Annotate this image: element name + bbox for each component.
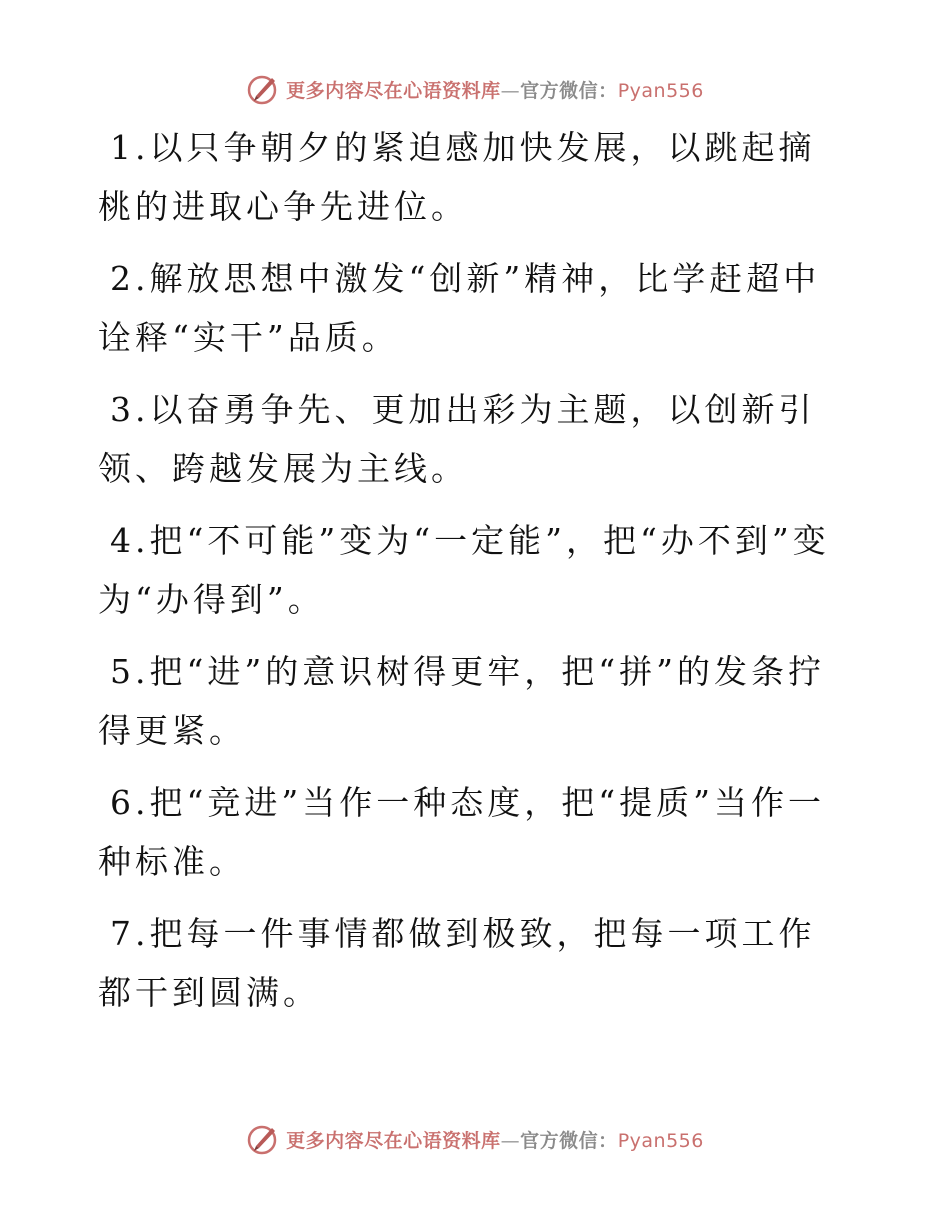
quill-pen-logo-icon — [246, 1122, 280, 1156]
banner-dash: — — [500, 79, 521, 102]
list-item: 3.以奋勇争先、更加出彩为主题，以创新引领、跨越发展为主线。 — [98, 390, 816, 488]
slogan-list — [98, 118, 838, 1035]
banner-wechat-id: Pyan556 — [617, 1129, 704, 1152]
banner-text — [286, 1126, 704, 1153]
banner-wechat-id: Pyan556 — [617, 79, 704, 102]
banner-wechat-label: 官方微信： — [520, 79, 618, 102]
list-item: 4.把“不可能”变为“一定能”，把“办不到”变为“办得到”。 — [98, 521, 830, 619]
quill-pen-logo-icon — [246, 72, 280, 106]
header-banner — [0, 72, 950, 106]
list-item: 2.解放思想中激发“创新”精神，比学赶超中诠释“实干”品质。 — [98, 259, 821, 357]
banner-text — [286, 76, 704, 103]
list-item: 7.把每一件事情都做到极致，把每一项工作都干到圆满。 — [98, 914, 816, 1012]
banner-site-text: 更多内容尽在心语资料库 — [286, 1129, 501, 1152]
list-item: 5.把“进”的意识树得更牢，把“拼”的发条拧得更紧。 — [98, 652, 825, 750]
list-item: 1.以只争朝夕的紧迫感加快发展，以跳起摘桃的进取心争先进位。 — [98, 128, 816, 226]
footer-banner — [0, 1122, 950, 1156]
banner-dash: — — [500, 1129, 521, 1152]
banner-site-text: 更多内容尽在心语资料库 — [286, 79, 501, 102]
list-item: 6.把“竞进”当作一种态度，把“提质”当作一种标准。 — [98, 783, 825, 881]
banner-wechat-label: 官方微信： — [520, 1129, 618, 1152]
